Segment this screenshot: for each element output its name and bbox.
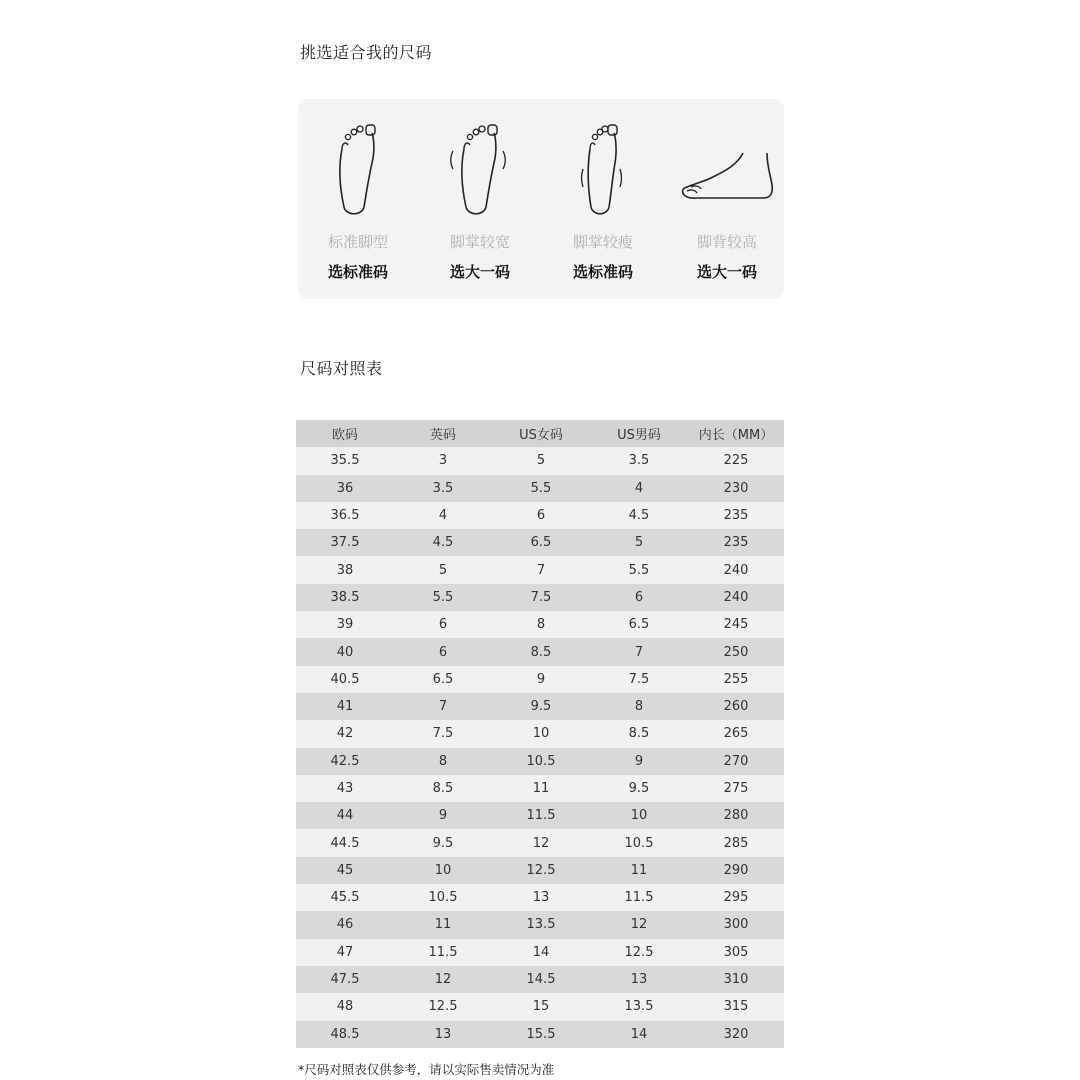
table-cell: 3 [438, 453, 448, 469]
foot-type-description: 脚背较高 [696, 233, 757, 251]
table-cell: 10.5 [428, 890, 458, 906]
table-cell: 8 [634, 699, 644, 715]
table-cell: 13.5 [624, 999, 654, 1015]
table-cell: 6 [438, 617, 448, 633]
high-instep-foot-icon [677, 119, 777, 219]
size-chart-table [296, 420, 784, 1048]
table-cell: 13 [532, 890, 550, 906]
table-row [296, 993, 784, 1020]
table-cell: 235 [723, 508, 749, 524]
narrow-foot-icon [568, 119, 638, 219]
table-row [296, 884, 784, 911]
table-cell: 230 [723, 480, 749, 496]
table-cell: 9 [634, 753, 644, 769]
table-cell: 15.5 [526, 1026, 556, 1042]
table-cell: 300 [723, 917, 749, 933]
table-cell: 36.5 [330, 508, 360, 524]
foot-type-description: 脚掌较瘦 [572, 233, 633, 251]
foot-type-advice: 选大一码 [696, 263, 757, 281]
wide-foot-icon [445, 119, 515, 219]
foot-type-high-instep [667, 99, 787, 299]
table-cell: 3.5 [628, 453, 650, 469]
table-row [296, 748, 784, 775]
table-cell: 275 [723, 781, 749, 796]
table-row [296, 720, 784, 747]
table-cell: 310 [723, 972, 749, 988]
table-cell: 13 [630, 972, 648, 988]
table-cell: 38.5 [330, 589, 360, 605]
table-cell: 4.5 [628, 508, 650, 524]
table-header-cell: 英码 [429, 428, 456, 444]
table-cell: 48 [336, 999, 354, 1015]
table-cell: 5.5 [530, 480, 552, 496]
table-cell: 7.5 [628, 671, 650, 687]
table-row [296, 802, 784, 829]
table-row [296, 529, 784, 556]
table-cell: 11.5 [428, 944, 458, 960]
table-cell: 41 [336, 699, 354, 715]
table-cell: 6.5 [628, 617, 650, 633]
table-cell: 260 [723, 699, 749, 715]
size-chart-title: 尺码对照表 [300, 359, 383, 378]
table-cell: 5.5 [628, 562, 650, 578]
foot-type-description: 脚掌较宽 [449, 233, 510, 251]
table-cell: 10.5 [624, 835, 654, 851]
table-cell: 6 [536, 508, 546, 524]
table-cell: 44 [336, 808, 354, 824]
table-cell: 7 [438, 699, 448, 715]
table-cell: 270 [723, 753, 749, 769]
table-header-cell: US女码 [519, 428, 563, 444]
table-cell: 255 [723, 671, 749, 687]
table-cell: 6.5 [432, 671, 454, 687]
table-header-cell: US男码 [617, 428, 661, 444]
table-cell: 5 [634, 535, 644, 551]
table-cell: 46 [336, 917, 354, 933]
table-cell: 12.5 [526, 862, 556, 878]
table-cell: 285 [723, 835, 749, 851]
table-cell: 10 [434, 862, 452, 878]
table-cell: 14 [630, 1026, 648, 1042]
table-cell: 40 [336, 644, 354, 660]
table-cell: 12.5 [428, 999, 458, 1015]
table-cell: 8.5 [628, 726, 650, 742]
table-cell: 35.5 [330, 453, 360, 469]
table-row [296, 857, 784, 884]
table-cell: 8 [438, 753, 448, 769]
table-cell: 7.5 [432, 726, 454, 742]
foot-type-advice: 选标准码 [572, 263, 633, 281]
table-cell: 10 [532, 726, 550, 742]
table-cell: 39 [336, 617, 354, 633]
table-cell: 45.5 [330, 890, 360, 906]
table-cell: 14 [532, 944, 550, 960]
table-cell: 42.5 [330, 753, 360, 769]
table-cell: 40.5 [330, 671, 360, 687]
foot-type-standard [298, 99, 418, 299]
table-cell: 245 [723, 617, 749, 633]
table-cell: 13.5 [526, 917, 556, 933]
table-cell: 295 [723, 890, 749, 906]
table-cell: 8.5 [530, 644, 552, 660]
foot-type-description: 标准脚型 [327, 233, 388, 251]
foot-type-advice: 选标准码 [327, 263, 388, 281]
size-guide-title: 挑选适合我的尺码 [300, 43, 433, 62]
table-cell: 9 [536, 671, 546, 687]
table-row [296, 556, 784, 583]
table-cell: 10.5 [526, 753, 556, 769]
table-row [296, 666, 784, 693]
table-cell: 15 [532, 999, 550, 1015]
table-cell: 7 [634, 644, 644, 660]
table-cell: 38 [336, 562, 354, 578]
table-row [296, 775, 784, 802]
foot-type-advice: 选大一码 [449, 263, 510, 281]
table-cell: 6 [634, 589, 644, 605]
table-cell: 5.5 [432, 589, 454, 605]
table-cell: 305 [723, 944, 749, 960]
table-cell: 9.5 [530, 699, 552, 715]
table-row [296, 475, 784, 502]
standard-foot-icon [328, 119, 388, 219]
table-cell: 47 [336, 944, 354, 960]
table-row [296, 911, 784, 938]
table-cell: 265 [723, 726, 749, 742]
table-row [296, 939, 784, 966]
table-row [296, 693, 784, 720]
table-cell: 11 [434, 917, 452, 933]
table-cell: 13 [434, 1026, 452, 1042]
table-row [296, 502, 784, 529]
table-row [296, 447, 784, 474]
table-cell: 7 [536, 562, 546, 578]
table-cell: 11.5 [624, 890, 654, 906]
table-cell: 36 [336, 480, 354, 496]
table-cell: 7.5 [530, 589, 552, 605]
table-header-cell: 内长（MM） [698, 428, 774, 444]
table-row [296, 829, 784, 856]
table-cell: 280 [723, 808, 749, 824]
table-cell: 43 [336, 781, 354, 796]
table-cell: 250 [723, 644, 749, 660]
table-cell: 8 [536, 617, 546, 633]
table-cell: 9 [438, 808, 448, 824]
table-row [296, 638, 784, 665]
table-cell: 4 [438, 508, 448, 524]
table-cell: 47.5 [330, 972, 360, 988]
table-cell: 44.5 [330, 835, 360, 851]
table-cell: 9.5 [628, 781, 650, 796]
table-cell: 9.5 [432, 835, 454, 851]
table-row [296, 1021, 784, 1048]
table-cell: 11 [630, 862, 648, 878]
table-cell: 48.5 [330, 1026, 360, 1042]
table-cell: 4.5 [432, 535, 454, 551]
table-cell: 14.5 [526, 972, 556, 988]
table-cell: 37.5 [330, 535, 360, 551]
table-row [296, 966, 784, 993]
table-cell: 5 [438, 562, 448, 578]
table-cell: 10 [630, 808, 648, 824]
table-cell: 12 [532, 835, 550, 851]
table-cell: 11 [532, 781, 550, 796]
table-cell: 5 [536, 453, 546, 469]
table-cell: 225 [723, 453, 749, 469]
table-cell: 8.5 [432, 781, 454, 796]
table-cell: 235 [723, 535, 749, 551]
table-cell: 12.5 [624, 944, 654, 960]
table-cell: 240 [723, 589, 749, 605]
table-header-cell: 欧码 [331, 428, 358, 444]
table-row [296, 611, 784, 638]
foot-type-card [298, 99, 784, 299]
table-cell: 3.5 [432, 480, 454, 496]
table-cell: 11.5 [526, 808, 556, 824]
foot-type-narrow [543, 99, 663, 299]
table-header-row [296, 420, 784, 447]
table-cell: 240 [723, 562, 749, 578]
table-cell: 290 [723, 862, 749, 878]
table-cell: 315 [723, 999, 749, 1015]
table-cell: 42 [336, 726, 354, 742]
table-cell: 320 [723, 1026, 749, 1042]
foot-type-wide [420, 99, 540, 299]
table-cell: 45 [336, 862, 354, 878]
footnote: *尺码对照表仅供参考，请以实际售卖情况为准 [298, 1062, 555, 1077]
table-cell: 6 [438, 644, 448, 660]
table-cell: 12 [630, 917, 648, 933]
table-cell: 4 [634, 480, 644, 496]
table-cell: 6.5 [530, 535, 552, 551]
table-cell: 12 [434, 972, 452, 988]
table-row [296, 584, 784, 611]
table-body [296, 447, 784, 1048]
